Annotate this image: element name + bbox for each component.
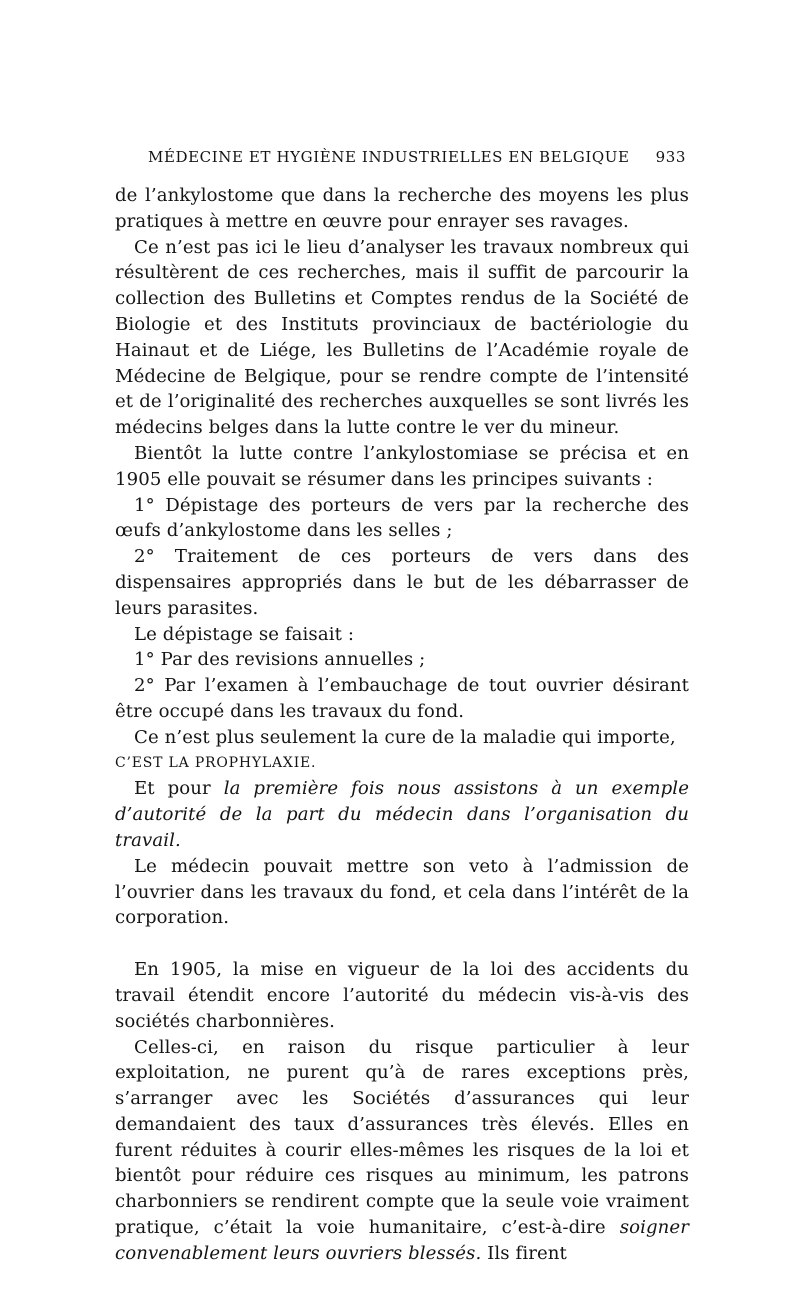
body-text	[115, 183, 689, 1267]
list-item: 1° Dépistage des porteurs de vers par la recherche des œufs d’ankylostome dans les selles ;	[115, 494, 689, 542]
paragraph: Ce n’est pas ici le lieu d’analyser les travaux nombreux qui résultèrent de ces recherches, mais il suffit de parcourir la collection des Bulletins et Comptes rendus de la Société de Biologie et des Instituts provinciaux de bactériologie du Hainaut et de Liége, les Bulletins de l’Académie royale de Médecine de Belgique, pour se rendre compte de l’intensité et de l’originalité des recherches auxquelles se sont livrés les médecins belges dans la lutte contre le ver du mineur.	[115, 236, 689, 439]
paragraph: Bientôt la lutte contre l’ankylostomiase se précisa et en 1905 elle pouvait se résumer dans les principes suivants :	[115, 442, 689, 490]
running-title: MÉDECINE ET HYGIÈNE INDUSTRIELLES EN BELGIQUE	[148, 148, 630, 166]
paragraph: Le dépistage se faisait :	[134, 623, 355, 645]
page-number: 933	[655, 148, 686, 166]
list-item: 1° Par des revisions annuelles ;	[134, 649, 426, 671]
list-item: 2° Traitement de ces porteurs de vers dans des dispensaires appropriés dans le but de les débarrasser de leurs parasites.	[115, 546, 689, 619]
paragraph: Ce n’est plus seulement la cure de la maladie qui importe,	[134, 726, 676, 748]
list-item: 2° Par l’examen à l’embauchage de tout ouvrier désirant être occupé dans les travaux du fond.	[115, 675, 689, 722]
paragraph	[115, 1035, 689, 1267]
italic-run: la première fois nous assistons à un exemple d’autorité de la part du médecin dans l’organisation du travail.	[115, 778, 690, 851]
text-run: Celles-ci, en raison du risque particulier à leur exploitation, ne purent qu’à de rares exceptions près, s’arranger avec les Sociétés d’assurances qui leur demandaient des taux d’assurances très élevés. Elles en furent réduites à courir elles-mêmes les risques de la loi et bientôt pour réduire ces risques au minimum, les patrons charbonniers se rendirent compte que la seule voie vraiment pratique, c’était la voie humanitaire, c’est-à-dire	[115, 1036, 689, 1239]
italic-run: soigner convenablement leurs ouvriers blessés.	[115, 1217, 689, 1264]
text-run: Ils firent	[481, 1242, 567, 1264]
paragraph: de l’ankylostome que dans la recherche des moyens les plus pratiques à mettre en œuvre pour enrayer ses ravages.	[115, 185, 689, 232]
paragraph: Le médecin pouvait mettre son veto à l’admission de l’ouvrier dans les travaux du fond, et cela dans l’intérêt de la corporation.	[115, 855, 689, 929]
text-run: Et pour	[134, 778, 224, 800]
emphasis-line: C’EST LA PROPHYLAXIE.	[115, 754, 317, 771]
paragraph	[115, 776, 689, 853]
paragraph: En 1905, la mise en vigueur de la loi des accidents du travail étendit encore l’autorité du médecin vis-à-vis des sociétés charbonnières.	[115, 959, 689, 1032]
